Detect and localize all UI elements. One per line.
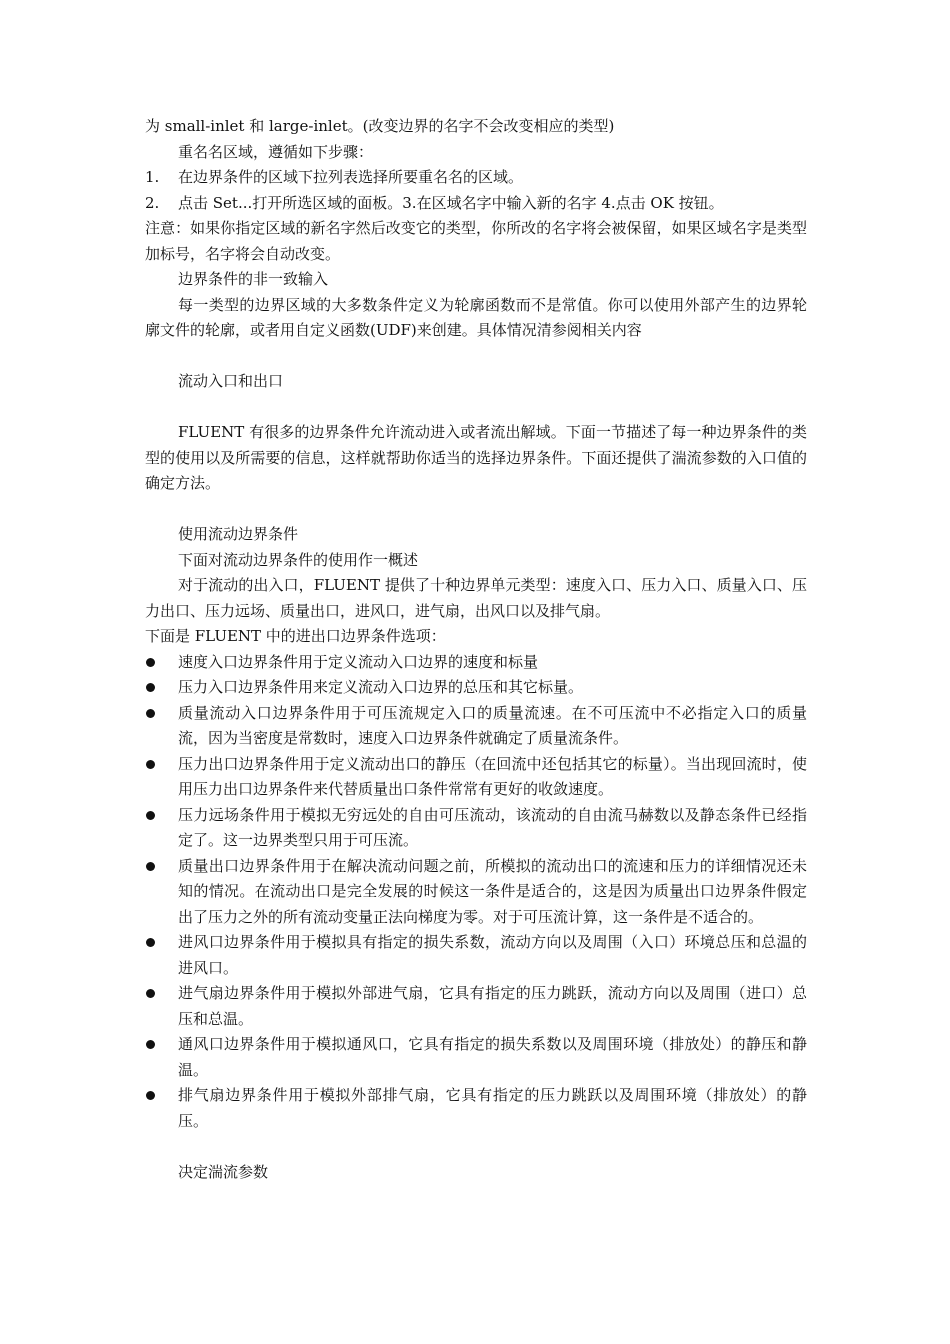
list-item [145, 1032, 807, 1083]
rename-intro-line: 为 small-inlet 和 large-inlet。(改变边界的名字不会改变相应的类型) [145, 117, 615, 135]
list-item-text: 压力远场条件用于模拟无穷远处的自由可压流动，该流动的自由流马赫数以及静态条件已经指定了。这一边界类型只用于可压流。 [178, 805, 807, 849]
bullet-icon [145, 650, 178, 676]
step-item [145, 165, 807, 191]
bc-types-paragraph: 对于流动的出入口，FLUENT 提供了十种边界单元类型：速度入口、压力入口、质量入口、压力出口、压力远场、质量出口，进风口，进气扇，出风口以及排气扇。 [145, 576, 807, 620]
rename-note: 注意：如果你指定区域的新名字然后改变它的类型，你所改的名字将会被保留，如果区域名字是类型加标号，名字将会自动改变。 [145, 219, 807, 263]
list-item [145, 1083, 807, 1134]
list-item [145, 854, 807, 931]
list-item-text: 压力入口边界条件用来定义流动入口边界的总压和其它标量。 [178, 678, 584, 696]
bullet-icon [145, 752, 178, 803]
list-item [145, 701, 807, 752]
blank-line [145, 344, 807, 370]
turbulence-heading: 决定湍流参数 [178, 1162, 269, 1181]
bullet-icon [145, 1083, 178, 1134]
rename-heading: 重名名区域，遵循如下步骤： [178, 142, 374, 161]
nonuniform-heading: 边界条件的非一致输入 [178, 270, 329, 288]
list-item-text: 质量出口边界条件用于在解决流动问题之前，所模拟的流动出口的流速和压力的详细情况还未知的情况。在流动出口是完全发展的时候这一条件是适合的，这是因为质量出口边界条件假定出了压力之外的所有流动变量正法向梯度为零。对于可压流计算，这一条件是不适合的。 [178, 856, 807, 926]
list-item [145, 803, 807, 854]
bullet-icon [145, 854, 178, 931]
bullet-icon [145, 675, 178, 701]
list-item-text: 进风口边界条件用于模拟具有指定的损失系数，流动方向以及周围（入口）环境总压和总温的进风口。 [178, 933, 807, 977]
use-flow-bc-heading: 使用流动边界条件 [178, 525, 299, 543]
step-text: 点击 Set...打开所选区域的面板。3.在区域名字中输入新的名字 4.点击 OK 按钮。 [178, 193, 724, 212]
step-number: 1. [145, 168, 160, 186]
list-item [145, 981, 807, 1032]
nonuniform-paragraph: 每一类型的边界区域的大多数条件定义为轮廓函数而不是常值。你可以使用外部产生的边界轮廓文件的轮廓，或者用自定义函数(UDF)来创建。具体情况清参阅相关内容 [145, 295, 807, 339]
bullet-icon [145, 803, 178, 854]
list-item-text: 通风口边界条件用于模拟通风口，它具有指定的损失系数以及周围环境（排放处）的静压和静温。 [178, 1035, 807, 1079]
blank-line [145, 1134, 807, 1160]
blank-line [145, 497, 807, 523]
step-number: 2. [145, 193, 160, 212]
document-page [145, 114, 807, 1185]
bc-options-list [145, 650, 807, 1135]
flow-intro-paragraph: FLUENT 有很多的边界条件允许流动进入或者流出解域。下面一节描述了每一种边界条件的类型的使用以及所需要的信息，这样就帮助你适当的选择边界条件。下面还提供了湍流参数的入口值的确定方法。 [145, 423, 807, 492]
bullet-icon [145, 981, 178, 1032]
step-item [145, 191, 807, 217]
list-item-text: 排气扇边界条件用于模拟外部排气扇，它具有指定的压力跳跃以及周围环境（排放处）的静压。 [178, 1086, 807, 1130]
bullet-icon [145, 930, 178, 981]
list-item [145, 675, 807, 701]
bullet-icon [145, 701, 178, 752]
bullet-icon [145, 1032, 178, 1083]
options-intro-line: 下面是 FLUENT 中的进出口边界条件选项： [145, 627, 446, 645]
list-item-text: 质量流动入口边界条件用于可压流规定入口的质量流速。在不可压流中不必指定入口的质量流，因为当密度是常数时，速度入口边界条件就确定了质量流条件。 [178, 703, 807, 747]
flow-heading: 流动入口和出口 [178, 372, 284, 390]
list-item-text: 速度入口边界条件用于定义流动入口边界的速度和标量 [178, 652, 539, 671]
overview-line: 下面对流动边界条件的使用作一概述 [178, 550, 419, 569]
blank-line [145, 395, 807, 421]
list-item-text: 压力出口边界条件用于定义流动出口的静压（在回流中还包括其它的标量）。当出现回流时，使用压力出口边界条件来代替质量出口条件常常有更好的收敛速度。 [178, 754, 807, 798]
step-text: 在边界条件的区域下拉列表选择所要重名名的区域。 [178, 168, 524, 186]
list-item [145, 930, 807, 981]
list-item-text: 进气扇边界条件用于模拟外部进气扇，它具有指定的压力跳跃，流动方向以及周围（进口）总压和总温。 [178, 984, 807, 1028]
list-item [145, 650, 807, 676]
list-item [145, 752, 807, 803]
